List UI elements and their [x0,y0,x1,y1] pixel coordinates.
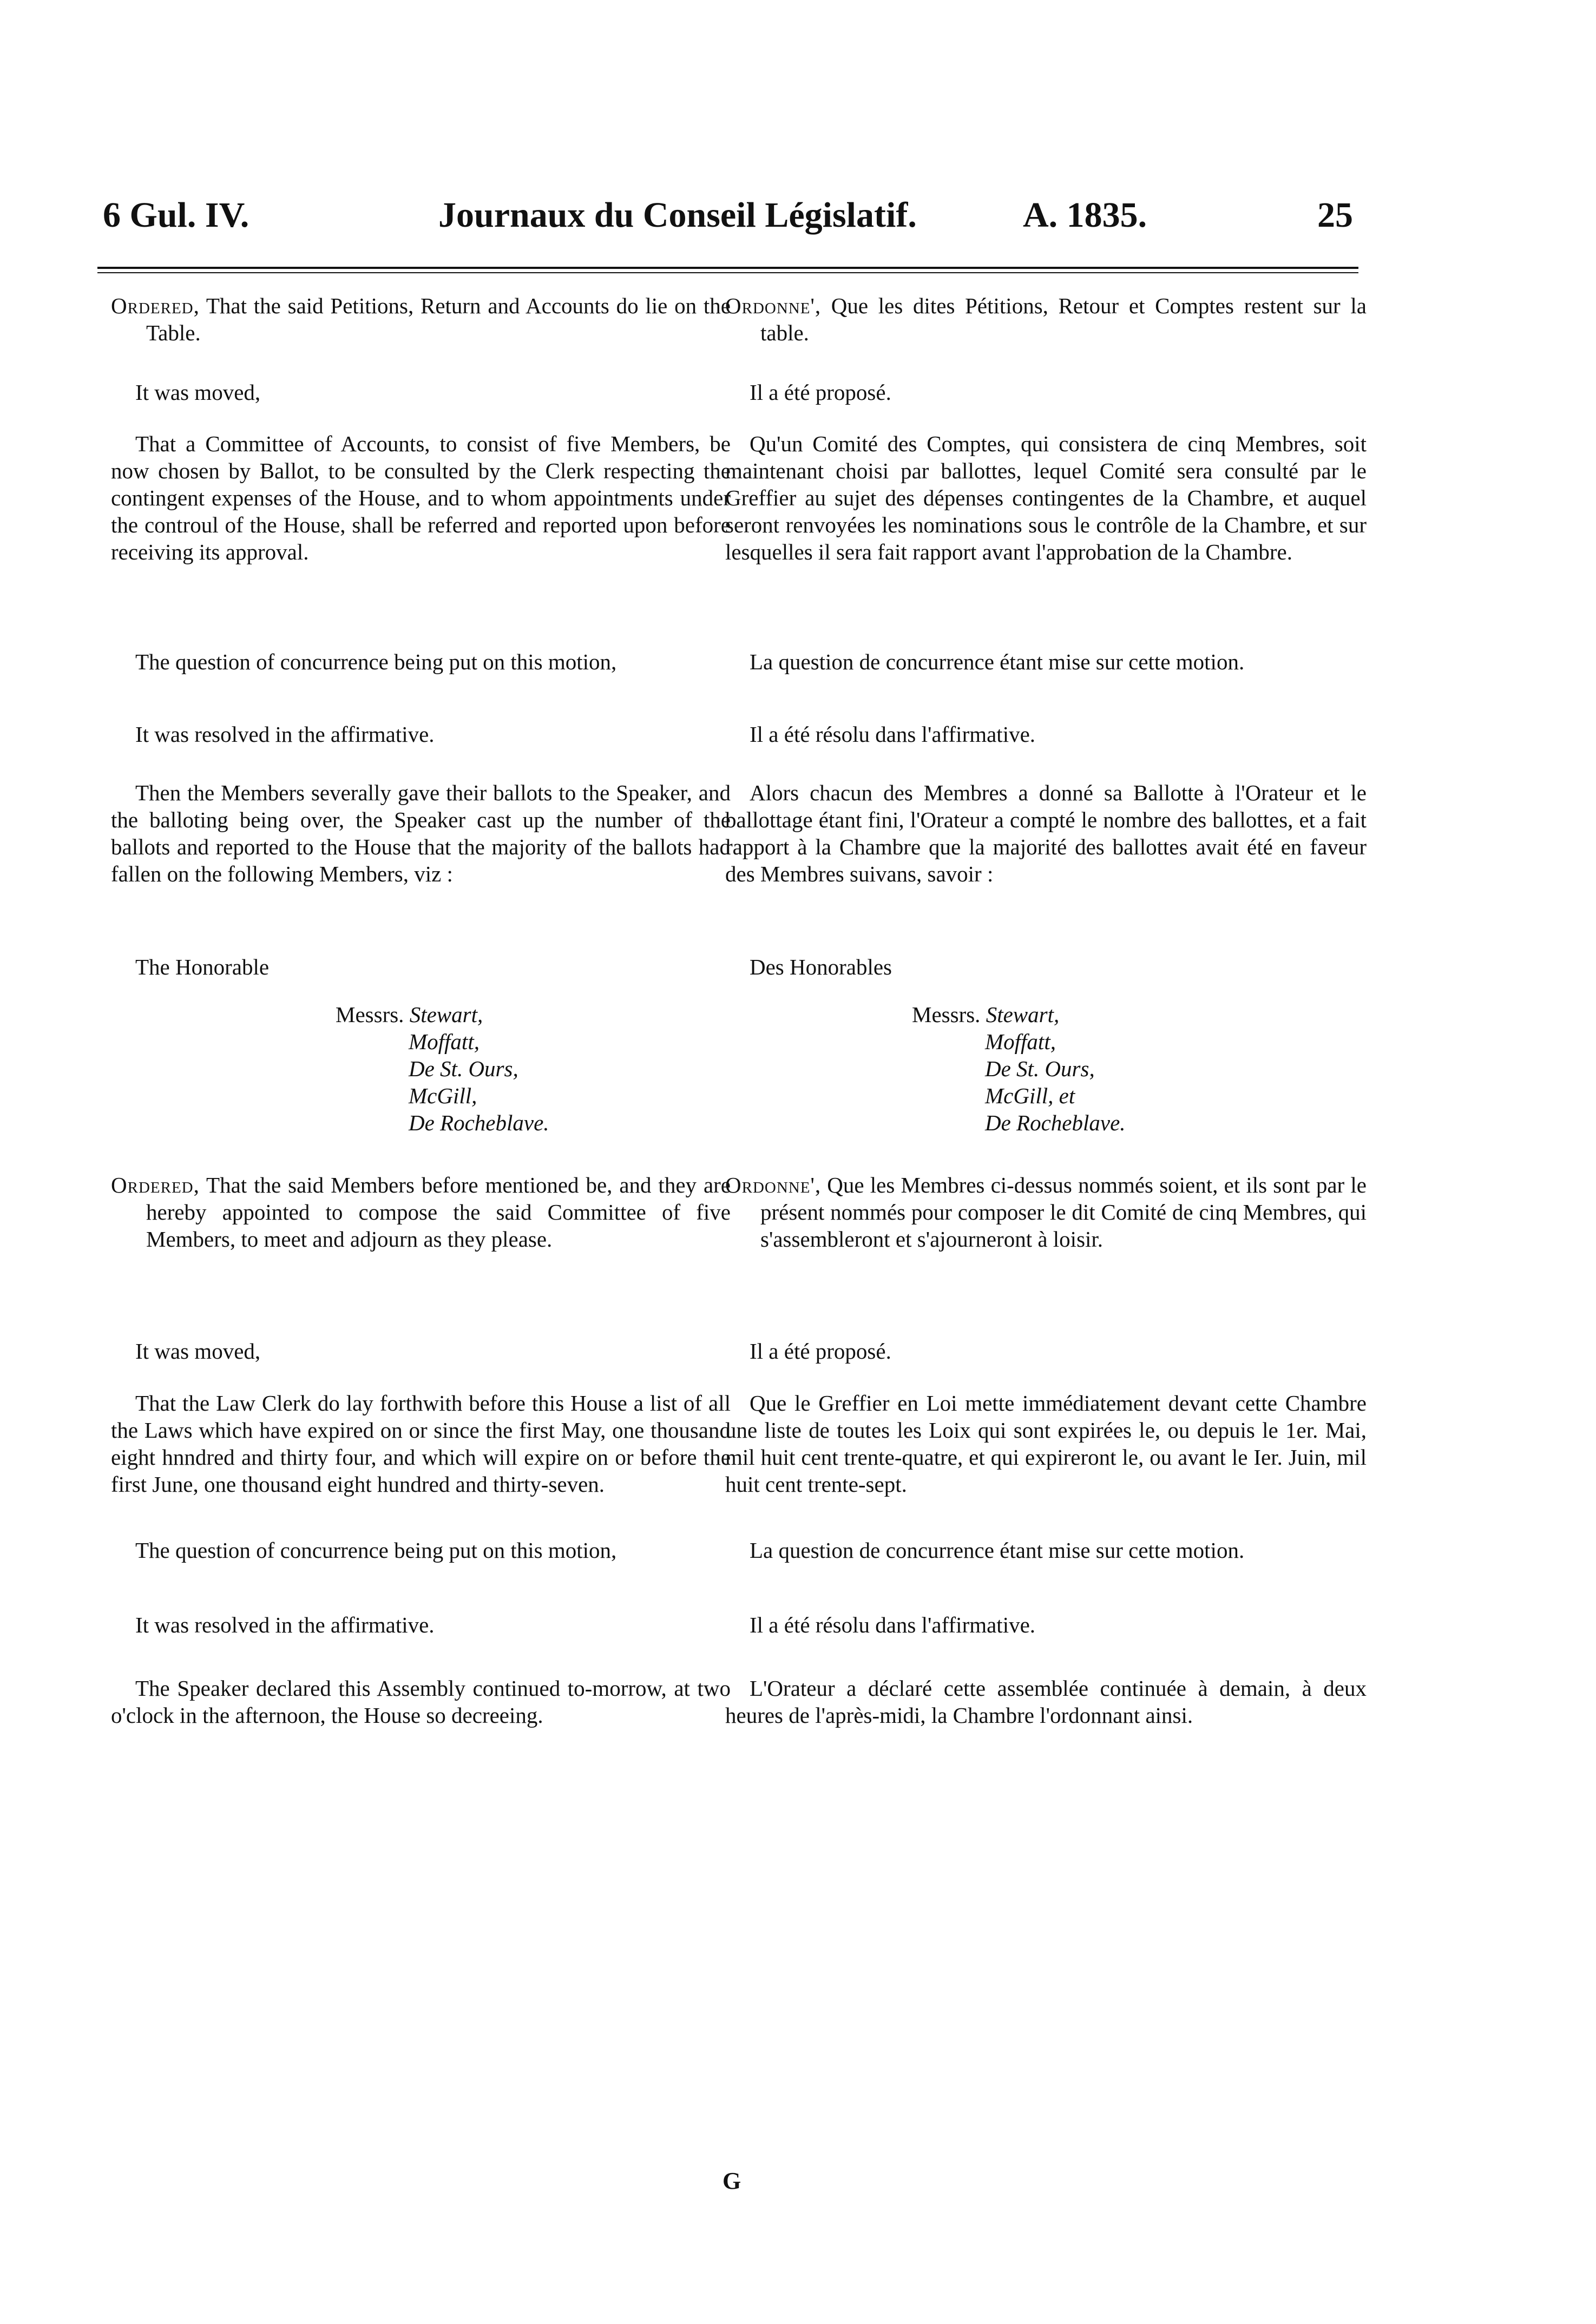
messrs-label: Messrs. [912,1002,981,1027]
ordered-lead: Ordered, [111,1173,200,1197]
motion-paragraph-1-fr: Qu'un Comité des Comptes, qui consistera de cinq Membres, soit maintenant choisi par ballottes, lequel Comité sera consulté par le Greffier au sujet des dépenses contingentes de la Chambre, et auquel seront renvoyées les nominations sous le contrôle de la Chambre, et sur lesquelles il sera fait rapport avant l'approbation de la Chambre. [725,431,1367,564]
regnal-year: 6 Gul. IV. [103,195,249,235]
motion-paragraph-1: That a Committee of Accounts, to consist of five Members, be now chosen by Ballot, to be consulted by the Clerk respecting the contingent expenses of the House, and to whom appointments under the controul of the House, shall be referred and reported upon before receiving its approval. [111,431,731,564]
page-header [103,195,1353,254]
resolved-line-2-fr: Il a été résolu dans l'affirmative. [750,1612,1036,1637]
ballot-paragraph-fr: Alors chacun des Membres a donné sa Ballotte à l'Orateur et le ballottage étant fini, l'Orateur a compté le nombre des ballottes, et a fait rapport à la Chambre que la majorité des ballottes avait été en faveur des Membres suivans, savoir : [725,780,1367,886]
propose-line-1: Il a été proposé. [750,380,891,405]
adjourn-paragraph: The Speaker declared this Assembly continued to-morrow, at two o'clock in the afternoon, the House so decreeing. [111,1676,731,1728]
header-rule-thin [97,272,1358,273]
members-list-fr [912,1001,1126,1136]
page-number: 25 [1317,195,1353,235]
header-rule-thick [97,267,1358,269]
member-name: Stewart, [409,1002,483,1027]
motion-paragraph-2-fr: Que le Greffier en Loi mette immédiatement devant cette Chambre une liste de toutes les Loix qui sont expirées le, ou depuis le 1er. Mai, mil huit cent trente-quatre, et qui expireront le, ou avant le Ier. Juin, mil huit cent trente-sept. [725,1391,1367,1497]
signature-mark: G [723,2168,741,2194]
motion-paragraph-2: That the Law Clerk do lay forthwith before this House a list of all the Laws which have expired on or since the first May, one thousand eight hnndred and thirty four, and which will expire on or before the first June, one thousand eight hundred and thirty-seven. [111,1391,731,1497]
messrs-label: Messrs. [336,1002,404,1027]
ordered-lead: Ordered, [111,293,200,318]
member-name: McGill, et [985,1083,1075,1108]
member-name: Moffatt, [985,1029,1056,1054]
member-name: De Rocheblave. [985,1110,1126,1135]
ballot-paragraph: Then the Members severally gave their ballots to the Speaker, and the balloting being over, the Speaker cast up the number of the ballots and reported to the House that the majority of the ballots had fallen on the following Members, viz : [111,780,731,886]
ordered-paragraph-1: Ordered, That the said Petitions, Return and Accounts do lie on the Table. [111,293,731,345]
resolved-line-2: It was resolved in the affirmative. [135,1612,435,1637]
member-name: De St. Ours, [409,1056,518,1081]
moved-line-1: It was moved, [135,380,261,405]
question-line-1: The question of concurrence being put on this motion, [135,649,617,674]
question-line-1-fr: La question de concurrence étant mise sur cette motion. [750,649,1245,674]
adjourn-paragraph-fr: L'Orateur a déclaré cette assemblée continuée à demain, à deux heures de l'après-midi, la Chambre l'ordonnant ainsi. [725,1676,1367,1728]
member-name: McGill, [409,1083,477,1108]
ordonne-paragraph-2: Ordonne', Que les Membres ci-dessus nommés soient, et ils sont par le présent nommés pour composer le dit Comité de cinq Membres, qui s'assembleront et s'ajourneront à loisir. [725,1173,1367,1252]
member-name: De Rocheblave. [409,1110,549,1135]
member-name: Moffatt, [409,1029,480,1054]
member-name: Stewart, [986,1002,1060,1027]
ordered-paragraph-2: Ordered, That the said Members before mentioned be, and they are hereby appointed to compose the said Committee of five Members, to meet and adjourn as they please. [111,1173,731,1252]
ordonne-lead: Ordonne', [725,1173,822,1197]
resolved-line-1: It was resolved in the affirmative. [135,722,435,747]
honorables-label: Des Honorables [750,954,892,979]
journal-title: Journaux du Conseil Législatif. [438,195,917,235]
member-name: De St. Ours, [985,1056,1095,1081]
honorable-label: The Honorable [135,954,270,979]
question-line-2-fr: La question de concurrence étant mise sur cette motion. [750,1538,1245,1563]
propose-line-2: Il a été proposé. [750,1339,891,1364]
year: A. 1835. [1023,195,1147,235]
ordonne-paragraph-1: Ordonne', Que les dites Pétitions, Retour et Comptes restent sur la table. [725,293,1367,345]
ordonne-lead: Ordonne', [725,293,822,318]
question-line-2: The question of concurrence being put on this motion, [135,1538,617,1563]
resolved-line-1-fr: Il a été résolu dans l'affirmative. [750,722,1036,747]
members-list [336,1001,549,1136]
moved-line-2: It was moved, [135,1339,261,1364]
